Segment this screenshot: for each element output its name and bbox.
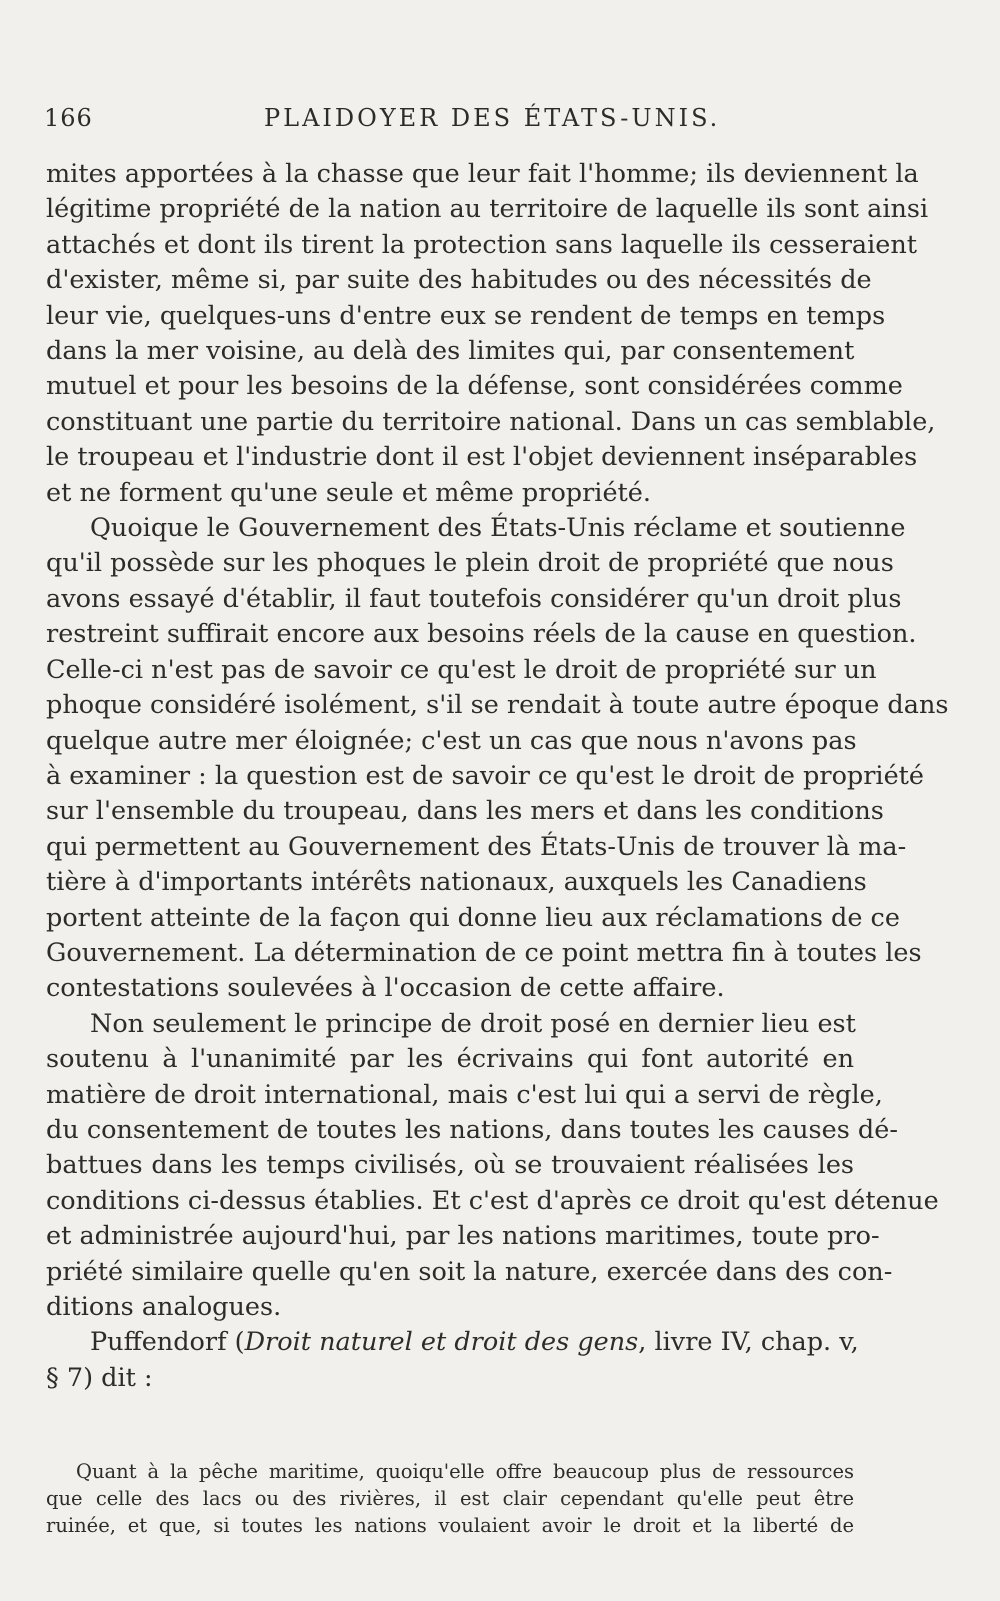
text-line: matière de droit international, mais c'est lui qui a servi de règle,: [46, 1079, 883, 1110]
body-text: [46, 157, 949, 1396]
text-line: Quoique le Gouvernement des États-Unis réclame et soutienne: [90, 513, 906, 544]
text-line: avons essayé d'établir, il faut toutefois considérer qu'un droit plus: [46, 583, 902, 614]
text-line: et administrée aujourd'hui, par les nations maritimes, toute pro-: [46, 1221, 880, 1252]
citation-reference: , livre IV, chap. v,: [638, 1327, 859, 1358]
paragraph: [46, 1007, 939, 1326]
text-line: attachés et dont ils tirent la protection sans laquelle ils cesseraient: [46, 229, 918, 260]
citation-line: [46, 1325, 859, 1360]
text-line: du consentement de toutes les nations, dans toutes les causes dé-: [46, 1114, 898, 1145]
citation-line: § 7) dit :: [46, 1362, 153, 1393]
text-line: Celle-ci n'est pas de savoir ce qu'est le droit de propriété sur un: [46, 654, 877, 685]
text-line: dans la mer voisine, au delà des limites qui, par consentement: [46, 336, 855, 367]
text-line: conditions ci-dessus établies. Et c'est d'après ce droit qu'est détenue: [46, 1185, 939, 1216]
text-line: portent atteinte de la façon qui donne lieu aux réclamations de ce: [46, 902, 900, 933]
text-line: Non seulement le principe de droit posé en dernier lieu est: [90, 1008, 856, 1039]
paragraph: [46, 157, 936, 511]
text-line: phoque considéré isolément, s'il se rendait à toute autre époque dans: [46, 690, 949, 721]
quote-line: Quant à la pêche maritime, quoiqu'elle offre beaucoup plus de ressources: [76, 1460, 854, 1483]
block-quote: [46, 1458, 854, 1539]
citation-author: Puffendorf (: [90, 1327, 245, 1358]
text-line: Gouvernement. La détermination de ce point mettra fin à toutes les: [46, 937, 922, 968]
quote-line: que celle des lacs ou des rivières, il est clair cependant qu'elle peut être: [46, 1487, 854, 1510]
text-line: et ne forment qu'une seule et même propriété.: [46, 477, 652, 508]
text-line: constituant une partie du territoire national. Dans un cas semblable,: [46, 406, 936, 437]
text-line: battues dans les temps civilisés, où se trouvaient réalisées les: [46, 1150, 854, 1181]
text-line: priété similaire quelle qu'en soit la nature, exercée dans des con-: [46, 1256, 893, 1287]
text-line: d'exister, même si, par suite des habitudes ou des nécessités de: [46, 265, 872, 296]
text-line: contestations soulevées à l'occasion de cette affaire.: [46, 973, 725, 1004]
text-line: mutuel et pour les besoins de la défense, sont considérées comme: [46, 371, 903, 402]
text-line: légitime propriété de la nation au territoire de laquelle ils sont ainsi: [46, 194, 929, 225]
text-line: quelque autre mer éloignée; c'est un cas que nous n'avons pas: [46, 725, 857, 756]
quote-line: ruinée, et que, si toutes les nations voulaient avoir le droit et la liberté de: [46, 1514, 854, 1537]
citation-paragraph: [46, 1325, 859, 1396]
text-line: leur vie, quelques-uns d'entre eux se rendent de temps en temps: [46, 300, 886, 331]
citation-work-title: Droit naturel et droit des gens: [244, 1327, 639, 1358]
text-line: mites apportées à la chasse que leur fait l'homme; ils deviennent la: [46, 159, 919, 189]
text-line: qui permettent au Gouvernement des États-Unis de trouver là ma-: [46, 831, 907, 862]
text-line: ditions analogues.: [46, 1292, 282, 1322]
text-line: soutenu à l'unanimité par les écrivains qui font autorité en: [46, 1044, 854, 1075]
text-line: qu'il possède sur les phoques le plein droit de propriété que nous: [46, 548, 894, 579]
page-number: 166: [44, 104, 93, 132]
text-line: le troupeau et l'industrie dont il est l'objet deviennent inséparables: [46, 442, 918, 473]
text-line: restreint suffirait encore aux besoins réels de la cause en question.: [46, 619, 917, 650]
page-header: [44, 104, 864, 144]
text-line: tière à d'importants intérêts nationaux, auxquels les Canadiens: [46, 867, 867, 898]
running-title: PLAIDOYER DES ÉTATS-UNIS.: [264, 104, 721, 132]
text-line: sur l'ensemble du troupeau, dans les mers et dans les conditions: [46, 796, 884, 827]
text-line: à examiner : la question est de savoir ce qu'est le droit de propriété: [46, 760, 925, 791]
paragraph: [46, 511, 949, 1007]
